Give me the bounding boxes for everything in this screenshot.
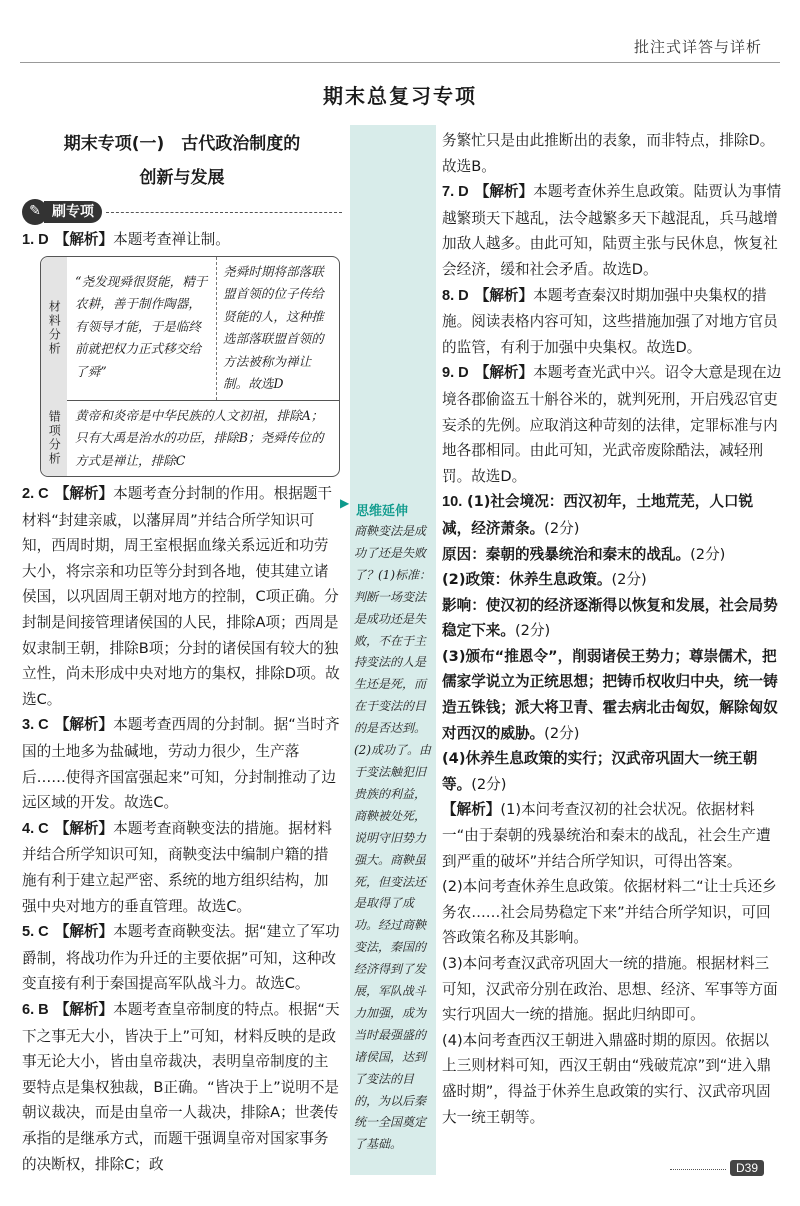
- sidebar-pointer-icon: ▶: [340, 496, 350, 510]
- sidebar-heading: 思维延伸: [356, 504, 409, 519]
- box-side-label: 材料分析: [41, 257, 67, 400]
- sidebar-text: 商鞅变法是成功了还是失败了？(1)标准：判断一场变法是成功还是失败，不在于主持变法的人是生还是死，而在于变法的目的是否达到。(2)成功了。由于变法触犯旧贵族的利益，商鞅被处死，说明守旧势力强大。商鞅虽死，但变法还是取得了成功。经过商鞅变法，秦国的经济得到了发展，军队战斗力加强，成为当时最强盛的诸侯国，达到了变法的目的，为以后秦统一全国奠定了基础。: [354, 524, 431, 1152]
- answer-part: 原因：秦朝的残暴统治和秦末的战乱。: [442, 545, 691, 563]
- score: (2分): [544, 724, 580, 742]
- question-1: [22, 227, 342, 254]
- question-8: [442, 283, 782, 361]
- question-number: 10.: [442, 494, 463, 511]
- question-number: 6.: [22, 1001, 35, 1018]
- answer-part: (3)颁布“推恩令”，削弱诸侯王势力；尊崇儒术，把儒家学说立为正统思想；把铸币权收归中央，统一铸造五铢钱；派大将卫青、霍去病北击匈奴，解除匈奴对西汉的威胁。: [442, 647, 778, 742]
- score: (2分): [471, 775, 507, 793]
- sidebar-column: [350, 125, 436, 1175]
- brush-icon: ✎: [22, 199, 48, 225]
- answer-letter: D: [38, 232, 49, 248]
- question-4: [22, 816, 342, 919]
- analysis-text: 本题考查休养生息政策。陆贾认为事情越繁琐天下越乱，法令越繁多天下越混乱，兵马越增加敌人越多。由此可知，陆贾主张与民休息，恢复社会经济，缓和社会矛盾。故选D。: [442, 183, 782, 278]
- analysis-box: [40, 256, 340, 478]
- analysis-tag: 【解析】: [474, 364, 534, 382]
- analysis-tag: 【解析】: [54, 231, 114, 248]
- page-number: D39: [730, 1160, 764, 1176]
- analysis-tag: 【解析】: [54, 485, 114, 503]
- question-5: [22, 919, 342, 997]
- explanation-line: [442, 797, 782, 874]
- explanation-text: (1)本问考查汉初的社会状况。依据材料一“由于秦朝的残暴统治和秦末的战乱，社会生产遭到严重的破坏”并结合所学知识，可得出答案。: [442, 801, 771, 870]
- answer-line: [442, 746, 782, 797]
- analysis-tag: 【解析】: [54, 716, 114, 734]
- question-6: [22, 997, 342, 1177]
- answer-line: [442, 593, 782, 644]
- answer-letter: C: [38, 717, 49, 734]
- box-material: “尧发现舜很贤能，精于农耕，善于制作陶器，有领导才能，于是临终前就把权力正式移交给了舜”: [67, 257, 217, 400]
- question-number: 9.: [442, 365, 455, 382]
- question-7: [442, 179, 782, 282]
- answer-letter: C: [38, 486, 49, 503]
- left-column: [22, 125, 342, 1177]
- analysis-text: 本题考查分封制的作用。根据题干材料“封建亲戚，以藩屏周”并结合所学知识可知，西周时期，周王室根据血缘关系远近和功劳大小，将宗亲和功臣等分封到各地，使其建立诸侯国，以巩固周王朝对地方的控制，C项正确。分封制是间接管理诸侯国的人民，排除A项；西周是奴隶制王朝，排除B项；分封的诸侯国有较大的独立性，尚未形成中央对地方的集权，排除D项。故选C。: [22, 485, 340, 708]
- answer-part: (1)社会境况：西汉初年，土地荒芜，人口锐减，经济萧条。: [442, 493, 754, 537]
- box-side-label: 错项分析: [41, 400, 67, 477]
- question-2: [22, 481, 342, 712]
- question-number: 4.: [22, 820, 35, 837]
- analysis-tag: 【解析】: [54, 819, 114, 837]
- answer-line: [442, 567, 782, 593]
- answer-line: [442, 644, 782, 746]
- answer-letter: B: [38, 1001, 49, 1018]
- section-title-1: 期末专项(一) 古代政治制度的: [63, 134, 301, 154]
- question-number: 1.: [22, 232, 35, 248]
- answer-letter: D: [458, 365, 469, 382]
- score: (2分): [611, 571, 647, 589]
- question-6-continued: 务繁忙只是由此推断出的表象，而非特点，排除D。故选B。: [442, 132, 775, 175]
- question-9: [442, 360, 782, 489]
- analysis-tag: 【解析】: [54, 923, 114, 941]
- box-analysis: 尧舜时期将部落联盟首领的位子传给贤能的人，这种推选部落联盟首领的方法被称为禅让制。故选D: [223, 263, 324, 392]
- answer-part: (2)政策：休养生息政策。: [442, 571, 612, 589]
- analysis-text: 本题考查禅让制。: [113, 231, 230, 248]
- answer-part: 影响：使汉初的经济逐渐得以恢复和发展，社会局势稳定下来。: [442, 596, 778, 640]
- page-title: 期末总复习专项: [323, 84, 477, 108]
- brush-banner: [22, 199, 342, 225]
- score: (2分): [544, 519, 580, 537]
- answer-letter: C: [38, 924, 49, 941]
- analysis-tag: 【解析】: [54, 1000, 114, 1018]
- answer-line: [442, 542, 782, 568]
- question-3: [22, 712, 342, 815]
- question-number: 5.: [22, 924, 35, 941]
- question-number: 2.: [22, 486, 35, 503]
- answer-letter: C: [38, 820, 49, 837]
- box-wrong-options: 黄帝和炎帝是中华民族的人文初祖，排除A；只有大禹是治水的功臣，排除B；尧舜传位的方式是禅让，排除C: [67, 400, 339, 477]
- analysis-tag: 【解析】: [474, 183, 534, 201]
- analysis-text: 本题考查商鞅变法。据“建立了军功爵制，将战功作为升迁的主要依据”可知，这种改变直接有利于秦国提高军队战斗力。故选C。: [22, 923, 340, 993]
- analysis-text: 本题考查商鞅变法的措施。据材料并结合所学知识可知，商鞅变法中编制户籍的措施有利于建立起严密、系统的地方组织结构，加强中央对地方的垂直管理。故选C。: [22, 819, 333, 915]
- section-title-2: 创新与发展: [139, 168, 225, 188]
- question-number: 8.: [442, 287, 455, 304]
- score: (2分): [690, 545, 726, 563]
- analysis-text: 本题考查皇帝制度的特点。根据“天下之事无大小，皆决于上”可知，材料反映的是政事无论大小，皆由皇帝裁决，表明皇帝制度的主要特点是集权独裁，B正确。“皆决于上”说明不是朝议裁决，而是由皇帝一人裁决，排除A；世袭传承指的是继承方式，而题干强调皇帝对国家事务的决断权，排除C；政: [22, 1000, 340, 1173]
- question-10: [442, 489, 782, 541]
- explanation-line: (4)本问考查西汉王朝进入鼎盛时期的原因。依据以上三则材料可知，西汉王朝由“残破荒凉”到“进入鼎盛时期”，得益于休养生息政策的实行、汉武帝巩固大一统王朝等。: [442, 1031, 772, 1126]
- question-number: 3.: [22, 717, 35, 734]
- analysis-text: 本题考查光武中兴。诏令大意是现在边境各郡偷盗五十斛谷米的，就判死刑，开启残忍官吏妄杀的先例。应取消这种苛刻的法律，定罪标准与内地各郡相同。由此可知，光武帝废除酷法，减轻刑罚。故选D。: [442, 364, 782, 485]
- brush-label: 刷专项: [44, 201, 102, 223]
- analysis-text: 本题考查西周的分封制。据“当时齐国的土地多为盐碱地，劳动力很少，生产落后……使得齐国富强起来”可知，分封制推动了边远区域的开发。故选C。: [22, 716, 340, 812]
- header-tag: 批注式详答与详析: [633, 38, 762, 56]
- score: (2分): [514, 622, 551, 640]
- explanation-line: (3)本问考查汉武帝巩固大一统的措施。根据材料三可知，汉武帝分别在政治、思想、经济、军事等方面实行巩固大一统的措施。据此归纳即可。: [442, 955, 778, 1024]
- answer-letter: D: [458, 287, 469, 304]
- answer-letter: D: [458, 184, 469, 201]
- analysis-text: 本题考查秦汉时期加强中央集权的措施。阅读表格内容可知，这些措施加强了对地方官员的监管，有利于加强中央集权。故选D。: [442, 286, 778, 356]
- analysis-tag: 【解析】: [474, 286, 534, 304]
- explanation-line: (2)本问考查休养生息政策。依据材料二“让士兵还乡务农……社会局势稳定下来”并结合所学知识，可回答政策名称及其影响。: [442, 878, 777, 947]
- right-column: [442, 128, 782, 1130]
- dashed-divider: [106, 212, 342, 213]
- answer-part: (4)休养生息政策的实行；汉武帝巩固大一统王朝等。: [442, 750, 758, 793]
- analysis-tag: 【解析】: [442, 801, 501, 819]
- question-number: 7.: [442, 184, 455, 201]
- header-divider: [20, 62, 780, 63]
